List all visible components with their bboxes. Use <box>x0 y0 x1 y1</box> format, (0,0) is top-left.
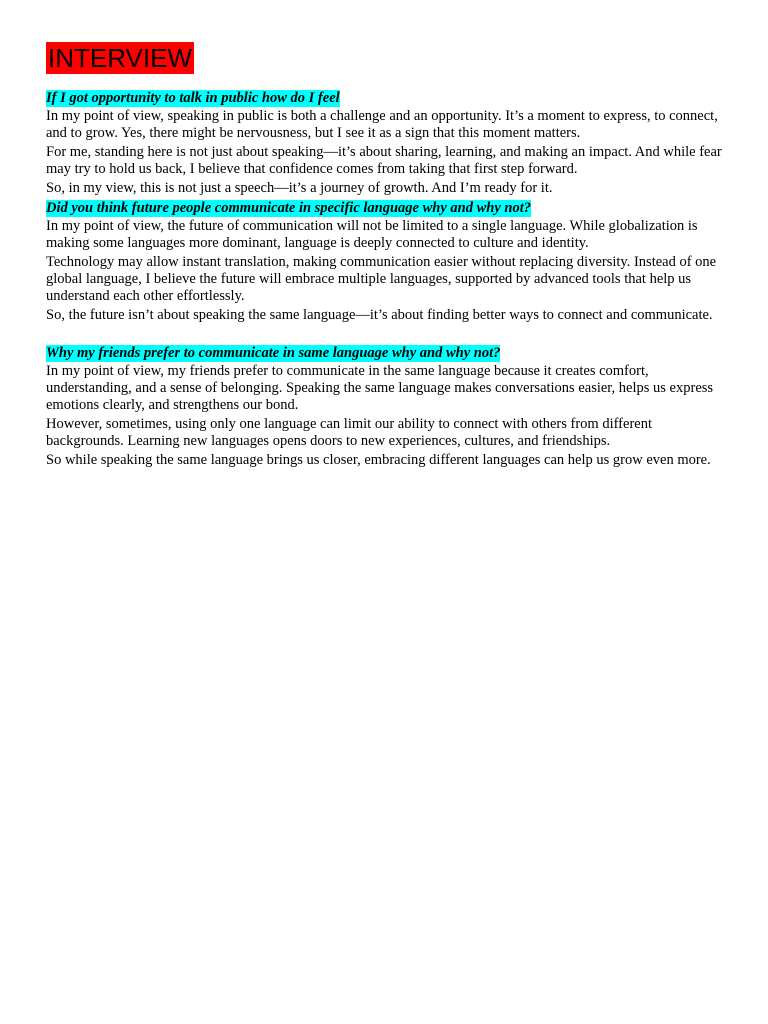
question-heading: If I got opportunity to talk in public how do I feel <box>46 90 340 106</box>
answer-paragraph: So, in my view, this is not just a speech—it’s a journey of growth. And I’m ready for it. <box>46 180 553 196</box>
answer-paragraph: So while speaking the same language brings us closer, embracing different languages can help us grow even more. <box>46 452 711 468</box>
answer-paragraph: However, sometimes, using only one language can limit our ability to connect with others from different backgrounds. Learning new languages opens doors to new experiences, cultures, and friendships. <box>46 416 652 449</box>
answer-paragraph: So, the future isn’t about speaking the same language—it’s about finding better ways to connect and communicate. <box>46 307 713 323</box>
section-friends-language <box>46 344 726 469</box>
answer-paragraph: In my point of view, the future of communication will not be limited to a single language. While globalization is making some languages more dominant, language is deeply connected to culture and identity. <box>46 218 698 251</box>
answer-paragraph: Technology may allow instant translation, making communication easier without replacing diversity. Instead of one global language, I believe the future will embrace multiple languages, supported by advanced tools that help us understand each other effortlessly. <box>46 254 717 304</box>
document-page <box>46 42 726 471</box>
answer-paragraph: For me, standing here is not just about speaking—it’s about sharing, learning, and making an impact. And while fear may try to hold us back, I believe that confidence comes from taking that first step forward. <box>46 144 722 177</box>
section-public-speaking <box>46 89 726 197</box>
section-future-language <box>46 199 726 324</box>
question-heading: Why my friends prefer to communicate in same language why and why not? <box>46 345 501 361</box>
answer-paragraph: In my point of view, my friends prefer to communicate in the same language because it creates comfort, understanding, and a sense of belonging. Speaking the same language makes conversations easier, helps us express emotions clearly, and strengthens our bond. <box>46 363 714 413</box>
answer-paragraph: In my point of view, speaking in public is both a challenge and an opportunity. It’s a moment to express, to connect, and to grow. Yes, there might be nervousness, but I see it as a sign that this moment matters. <box>46 108 718 141</box>
document-title: INTERVIEW <box>48 43 192 73</box>
question-heading: Did you think future people communicate in specific language why and why not? <box>46 200 531 216</box>
